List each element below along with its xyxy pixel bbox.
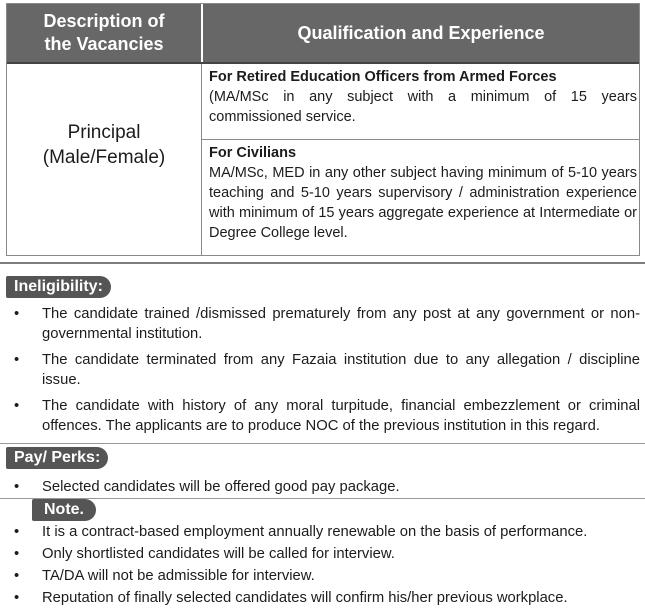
pay-perks-list xyxy=(14,477,640,497)
list-item-text: The candidate with history of any moral turpitude, financial embezzlement or criminal offences. The applicants are to produce NOC of the previous institution in this regard. xyxy=(42,398,640,434)
bullet-icon: • xyxy=(14,479,20,495)
note-label: Note. xyxy=(32,499,96,521)
section-rule xyxy=(0,262,645,264)
ineligibility-list xyxy=(14,304,640,436)
list-item-text: TA/DA will not be admissible for interview. xyxy=(42,568,315,584)
header-qualification: Qualification and Experience xyxy=(297,22,545,43)
list-item xyxy=(14,350,640,390)
list-item-text: Selected candidates will be offered good pay package. xyxy=(42,479,400,495)
bullet-icon: • xyxy=(14,398,20,414)
vacancy-table xyxy=(6,3,640,256)
header-description-line2: the Vacancies xyxy=(44,34,164,54)
bullet-icon: • xyxy=(14,590,20,606)
list-item xyxy=(14,396,640,436)
row-divider xyxy=(202,139,639,140)
pay-perks-label: Pay/ Perks: xyxy=(6,447,108,469)
civilian-heading: For Civilians xyxy=(209,145,297,161)
list-item xyxy=(14,477,640,497)
list-item xyxy=(14,566,640,586)
ineligibility-label: Ineligibility: xyxy=(6,276,111,298)
list-item-text: It is a contract-based employment annually renewable on the basis of performance. xyxy=(42,524,588,540)
civilian-text: MA/MSc, MED in any other subject having minimum of 5-10 years teaching and 5-10 years supervisory / administration experience with minimum of 15 years aggregate experience at Intermediate or Degree College level. xyxy=(209,165,637,241)
list-item-text: The candidate terminated from any Fazaia institution due to any allegation / discipline issue. xyxy=(42,352,640,388)
civilian-qualification xyxy=(209,143,637,243)
header-description xyxy=(7,4,201,62)
list-item xyxy=(14,588,640,608)
note-list xyxy=(14,522,640,608)
bullet-icon: • xyxy=(14,568,20,584)
list-item xyxy=(14,304,640,344)
post-title-line2: (Male/Female) xyxy=(42,147,166,168)
table-header-row xyxy=(7,4,639,64)
list-item-text: Reputation of finally selected candidates will confirm his/her previous workplace. xyxy=(42,590,568,606)
section-rule xyxy=(0,443,645,444)
section-rule xyxy=(0,498,645,499)
column-divider xyxy=(201,64,202,255)
armed-forces-heading: For Retired Education Officers from Armed Forces xyxy=(209,69,557,85)
bullet-icon: • xyxy=(14,352,20,368)
bullet-icon: • xyxy=(14,306,20,322)
armed-forces-text: (MA/MSc in any subject with a minimum of 15 years commissioned service. xyxy=(209,89,637,125)
bullet-icon: • xyxy=(14,524,20,540)
list-item-text: Only shortlisted candidates will be called for interview. xyxy=(42,546,395,562)
list-item xyxy=(14,522,640,542)
list-item-text: The candidate trained /dismissed prematurely from any post at any government or non-governmental institution. xyxy=(42,306,640,342)
list-item xyxy=(14,544,640,564)
post-title xyxy=(7,120,201,170)
bullet-icon: • xyxy=(14,546,20,562)
post-title-line1: Principal xyxy=(67,122,141,143)
armed-forces-qualification xyxy=(209,67,637,127)
header-description-line1: Description of xyxy=(43,11,165,31)
